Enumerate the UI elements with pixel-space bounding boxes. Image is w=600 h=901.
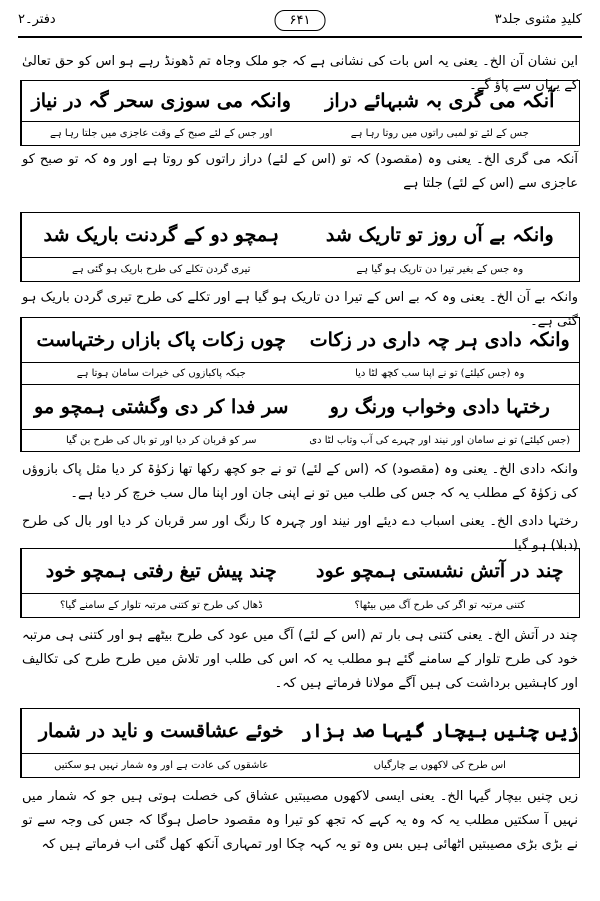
- verse-translation-left: ڈھال کی طرح تو کتنی مرتبہ تلوار کے سامنے گیا؟: [21, 593, 301, 617]
- commentary-paragraph: این نشان آن الخ۔ یعنی یہ اس بات کی نشانی ہے کہ جو ملک وجاہ تم ڈھونڈ رہے ہو اس کو حق تعالیٰ کے یہاں سے پاؤ گے۔: [22, 54, 578, 93]
- header-divider: [18, 36, 582, 38]
- verse-translation-left: اور جس کے لئے صبح کے وقت عاجزی میں جلتا رہا ہے: [21, 121, 301, 145]
- commentary-paragraph: وانکہ بے آن الخ۔ یعنی وہ کہ بے اس کے تیرا دن تاریک ہو گیا ہے اور تکلے کی طرح تیری گردن باریک ہو گئی ہے۔: [22, 290, 578, 329]
- verse-box: [20, 317, 580, 452]
- verse-hemistich-left: ہمچو دو کے گردنت باریک شد: [21, 213, 301, 257]
- commentary-paragraph: آنکہ می گری الخ۔ یعنی وہ (مقصود) کہ تو (اس کے لئے) دراز راتوں کو روتا ہے اور وہ کہ تو صبح کو عاجزی سے (اس کے لئے) جلتا ہے: [22, 152, 578, 191]
- verse-box: [20, 548, 580, 618]
- commentary-paragraph: چند در آتش الخ۔ یعنی کتنی ہی بار تم (اس کے لئے) آگ میں عود کی طرح بیٹھے ہو اور کتنی ہی مرتبہ خود کی طرح تلوار کے سامنے گئے ہو مطلب یہ کہ اس کی طلب اور تلاش میں طرح طرح کی تکالیف اور کاہشیں برداشت کی ہیں آگے مولانا فرماتے ہیں کہ۔: [22, 628, 578, 691]
- page-header: [18, 8, 582, 42]
- verse-hemistich-left: خوئے عشاقست و ناید در شمار: [21, 709, 301, 753]
- verse-translation-right: جس کے لئے تو لمبی راتوں میں روتا رہا ہے: [301, 121, 580, 145]
- verse-translation-left: تیری گردن تکلے کی طرح باریک ہو گئی ہے: [21, 257, 301, 281]
- page-number: ۶۴۱: [275, 10, 326, 31]
- verse-hemistich-left: چوں زکات پاک بازاں رختہاست: [21, 318, 301, 362]
- verse-translation-right: وہ (جس کیلئے) تو نے اپنا سب کچھ لٹا دیا: [301, 362, 580, 384]
- verse-translation-right: وہ جس کے بغیر تیرا دن تاریک ہو گیا ہے: [301, 257, 580, 281]
- verse-hemistich-left: سر فدا کر دی وگشتی ہمچو مو: [21, 385, 301, 429]
- verse-hemistich-right: آنکہ می گری بہ شبہائے دراز: [325, 90, 555, 112]
- verse-translation-left: سر کو قربان کر دیا اور تو بال کی طرح بن گیا: [21, 429, 301, 451]
- verse-hemistich-left: چند پیش تیغ رفتی ہمچو خود: [21, 549, 301, 593]
- commentary-paragraph: زیں چنیں بیچار گیہا الخ۔ یعنی ایسی لاکھوں مصیبتیں عشاق کی خصلت ہوتی ہیں جو کہ شمار میں نہیں آ سکتیں مطلب یہ کہ وہ یہ کہے کہ تجھ کو تیرا وہ مقصود حاصل ہوگا کہ جس کی وجہ سے تو نے بڑی بڑی مصیبتیں اٹھائی ہیں بس وہ تو یہ کہہ چکا اور تمہاری آنکھ کھل گئی اب فرماتے ہیں کہ: [22, 789, 578, 852]
- verse-box: [20, 80, 580, 146]
- verse-hemistich-right: وانکہ بے آں روز تو تاریک شد: [325, 224, 554, 246]
- verse-translation-right: (جس کیلئے) تو نے سامان اور نیند اور چہرے کی آب وتاب لٹا دی: [301, 429, 580, 451]
- verse-translation-right: کتنی مرتبہ تو اگر کی طرح آگ میں بیٹھا؟: [301, 593, 580, 617]
- verse-box: [20, 708, 580, 778]
- verse-hemistich-left: وانکہ می سوزی سحر گہ در نیاز: [21, 81, 301, 121]
- verse-hemistich-right: زیں چنیں بیچار گیہا صد ہزار: [300, 720, 579, 742]
- verse-box: [20, 212, 580, 282]
- verse-hemistich-right: چند در آتش نشستی ہمچو عود: [315, 560, 564, 582]
- verse-translation-left: جبکہ پاکبازوں کی خیرات سامان ہوتا ہے: [21, 362, 301, 384]
- verse-translation-left: عاشقوں کی عادت ہے اور وہ شمار نہیں ہو سکتیں: [21, 753, 301, 777]
- verse-hemistich-right: رختہا دادی وخواب ورنگ رو: [329, 396, 550, 418]
- verse-hemistich-right: وانکہ دادی ہر چہ داری در زکات: [309, 329, 570, 351]
- book-title: کلیدِ مثنوی جلد۳: [494, 12, 582, 27]
- commentary-paragraph: وانکہ دادی الخ۔ یعنی وہ (مقصود) کہ (اس کے لئے) تو نے جو کچھ رکھا تھا زکوٰۃ کر دیا مثل پاک بازوؤں کی زکوٰۃ کے مطلب یہ کہ جس کی طلب میں تو نے اپنی جان اور اپنا مال سب خرچ کر دیا ہے۔: [22, 462, 578, 501]
- volume-label: دفتر۔۲: [18, 12, 56, 27]
- commentary-paragraph: رختہا دادی الخ۔ یعنی اسباب دے دیئے اور نیند اور چہرہ کا رنگ اور سر قربان کر دیا اور بال کی طرح (دبلا) ہو گیا۔: [22, 514, 578, 553]
- verse-translation-right: اس طرح کی لاکھوں بے چارگیاں: [301, 753, 580, 777]
